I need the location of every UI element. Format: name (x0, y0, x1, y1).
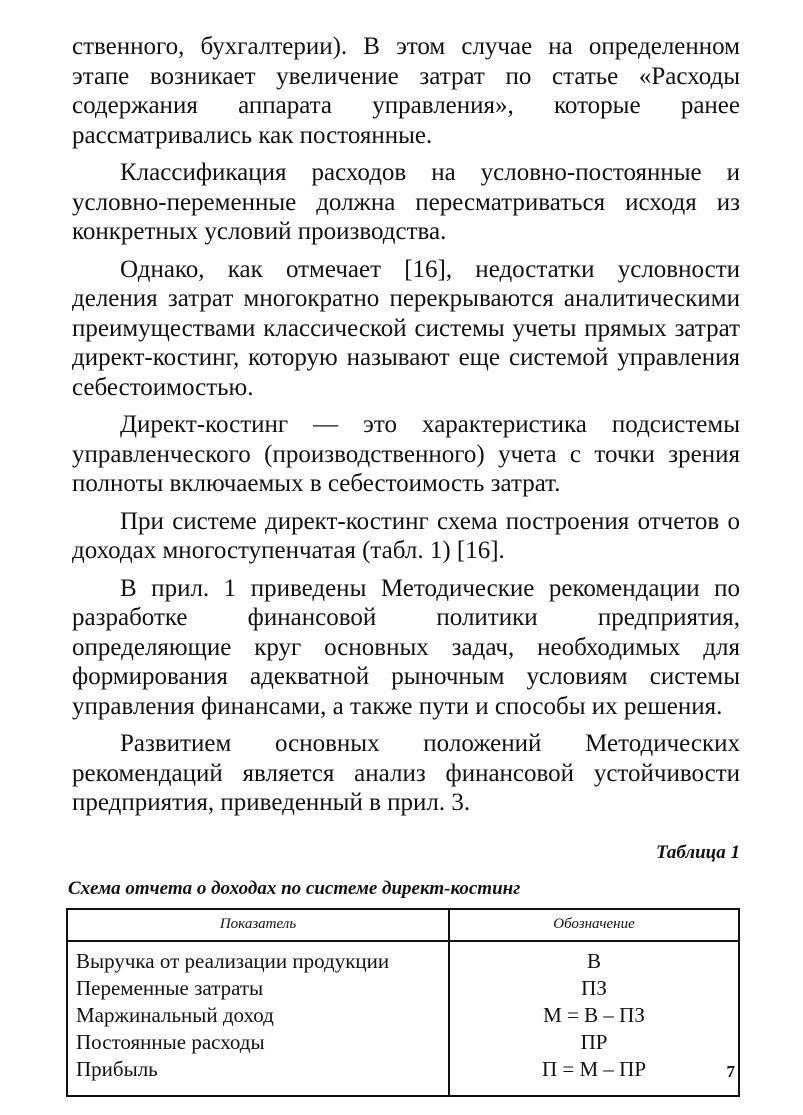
paragraph-7: Развитием основных положений Методических рекомендаций является анализ финансовой устойчивости предприятия, приведенный в прил. 3. (72, 730, 740, 816)
paragraph-6: В прил. 1 приведены Методические рекомендации по разработке финансовой политики предприятия, определяющие круг основных задач, необходимых для формирования адекватной рыночным условиям системы управления финансами, а также пути и способы их решения. (72, 574, 740, 720)
paragraph-3: Однако, как отмечает [16], недостатки условности деления затрат многократно перекрываются аналитическими преимуществами классической системы учеты прямых затрат директ-костинг, которую называют еще системой управления себестоимостью. (72, 255, 740, 401)
row-symbol: ПЗ (581, 975, 607, 1000)
row-symbol: В (586, 948, 601, 973)
table-row (67, 1029, 739, 1056)
paragraph-5: При системе директ-костинг схема построения отчетов о доходах многоступенчатая (табл. 1) [16]. (72, 507, 740, 564)
table-row (67, 975, 739, 1002)
row-symbol: ПР (580, 1029, 608, 1054)
header-indicator: Показатель (67, 909, 449, 941)
table-row (67, 1056, 739, 1096)
page-number: 7 (726, 1062, 735, 1081)
direct-costing-table (66, 908, 740, 1097)
row-symbol: П = М – ПР (541, 1056, 647, 1081)
table-row (67, 1002, 739, 1029)
row-indicator: Прибыль (67, 1056, 449, 1096)
table-header-row (67, 909, 739, 941)
paragraph-4: Директ-костинг — это характеристика подсистемы управленческого (производственного) учета с точки зрения полноты включаемых в себестоимость затрат. (72, 411, 740, 497)
paragraph-2: Классификация расходов на условно-постоянные и условно-переменные должна пересматриваться исходя из конкретных условий производства. (72, 159, 740, 245)
table-caption-label: Таблица 1 (655, 841, 740, 863)
row-indicator: Переменные затраты (67, 975, 449, 1002)
table-row (67, 941, 739, 975)
row-indicator: Выручка от реализации продукции (67, 941, 449, 975)
header-symbol: Обозначение (449, 909, 739, 941)
page-content (68, 32, 740, 1097)
paragraph-1: ственного, бухгалтерии). В этом случае на определенном этапе возникает увеличение затрат по статье «Расходы содержания аппарата управления», которые ранее рассматривались как постоянные. (72, 33, 740, 149)
table-title: Схема отчета о доходах по системе директ-костинг (68, 877, 521, 899)
row-indicator: Маржинальный доход (67, 1002, 449, 1029)
row-indicator: Постоянные расходы (67, 1029, 449, 1056)
row-symbol: М = В – ПЗ (543, 1002, 645, 1027)
